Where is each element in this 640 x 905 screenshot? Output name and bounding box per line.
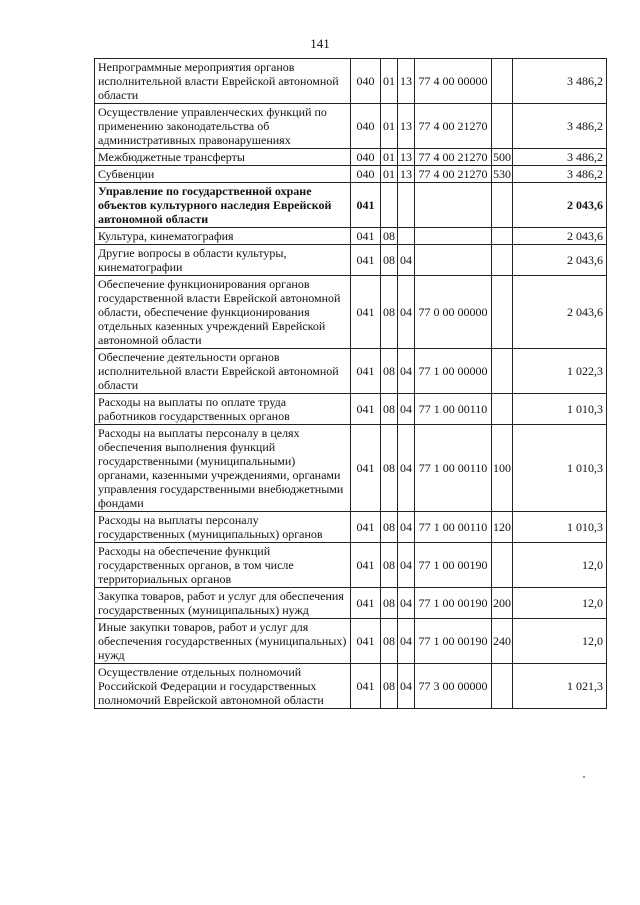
row-section-code: 08 (381, 588, 398, 619)
row-target-article-code: 77 4 00 21270 (415, 149, 492, 166)
row-subsection-code (398, 183, 415, 228)
row-expense-type-code (492, 349, 513, 394)
row-target-article-code: 77 3 00 00000 (415, 664, 492, 709)
row-ved-code: 040 (351, 104, 381, 149)
row-amount: 2 043,6 (513, 228, 607, 245)
row-target-article-code: 77 1 00 00110 (415, 512, 492, 543)
row-amount: 2 043,6 (513, 245, 607, 276)
row-section-code: 08 (381, 619, 398, 664)
row-amount: 2 043,6 (513, 183, 607, 228)
table-row (95, 619, 607, 664)
row-expense-type-code (492, 543, 513, 588)
row-section-code: 08 (381, 664, 398, 709)
row-subsection-code: 04 (398, 543, 415, 588)
table-row (95, 59, 607, 104)
page-number: 141 (310, 36, 330, 51)
row-subsection-code: 04 (398, 664, 415, 709)
row-subsection-code: 04 (398, 425, 415, 512)
row-name: Расходы на выплаты персоналу в целях обеспечения выполнения функций государственными (муниципальными) органами, казенными учреждениями, органами управления государственными внебюджетными фондами (95, 425, 351, 512)
row-subsection-code: 13 (398, 149, 415, 166)
row-expense-type-code (492, 183, 513, 228)
row-section-code: 08 (381, 425, 398, 512)
table-row (95, 664, 607, 709)
row-ved-code: 041 (351, 512, 381, 543)
row-expense-type-code (492, 104, 513, 149)
table-row (95, 394, 607, 425)
row-section-code: 08 (381, 245, 398, 276)
row-expense-type-code: 120 (492, 512, 513, 543)
row-amount: 12,0 (513, 619, 607, 664)
row-target-article-code: 77 1 00 00110 (415, 425, 492, 512)
row-section-code: 08 (381, 349, 398, 394)
table-row (95, 512, 607, 543)
row-target-article-code: 77 4 00 21270 (415, 166, 492, 183)
row-subsection-code: 04 (398, 276, 415, 349)
row-ved-code: 041 (351, 543, 381, 588)
table-row (95, 276, 607, 349)
table-row (95, 104, 607, 149)
row-ved-code: 040 (351, 166, 381, 183)
row-subsection-code: 04 (398, 245, 415, 276)
row-section-code: 08 (381, 512, 398, 543)
row-name: Обеспечение функционирования органов государственной власти Еврейской автономной области, обеспечение функционирования отдельных казенных учреждений Еврейской автономной области (95, 276, 351, 349)
row-ved-code: 041 (351, 588, 381, 619)
row-amount: 1 021,3 (513, 664, 607, 709)
row-expense-type-code: 530 (493, 167, 511, 181)
row-name: Закупка товаров, работ и услуг для обеспечения государственных (муниципальных) нужд (95, 588, 351, 619)
row-expense-type-code (492, 276, 513, 349)
row-amount: 1 010,3 (513, 394, 607, 425)
row-amount: 12,0 (513, 543, 607, 588)
table-row (95, 183, 607, 228)
row-subsection-code: 04 (398, 588, 415, 619)
row-target-article-code (415, 228, 492, 245)
row-amount: 3 486,2 (513, 166, 607, 183)
row-name: Межбюджетные трансферты (95, 149, 351, 166)
row-expense-type-code (492, 59, 513, 104)
row-ved-code: 041 (351, 183, 381, 228)
row-name: Осуществление отдельных полномочий Российской Федерации и государственных полномочий Еврейской автономной области (95, 664, 351, 709)
row-target-article-code: 77 4 00 00000 (415, 59, 492, 104)
table-row (95, 588, 607, 619)
row-name: Иные закупки товаров, работ и услуг для обеспечения государственных (муниципальных) нужд (95, 619, 351, 664)
row-ved-code: 040 (351, 149, 381, 166)
row-section-code: 08 (381, 543, 398, 588)
row-section-code: 01 (381, 59, 398, 104)
table-row (95, 425, 607, 512)
table-row (95, 543, 607, 588)
table-row (95, 166, 607, 183)
row-name: Другие вопросы в области культуры, кинематографии (95, 245, 351, 276)
row-target-article-code: 77 1 00 00190 (415, 619, 492, 664)
row-ved-code: 041 (351, 619, 381, 664)
row-expense-type-code: 200 (492, 588, 513, 619)
row-target-article-code: 77 1 00 00110 (415, 394, 492, 425)
row-name: Управление по государственной охране объектов культурного наследия Еврейской автономной области (95, 183, 351, 228)
row-ved-code: 041 (351, 245, 381, 276)
row-section-code: 01 (381, 149, 398, 166)
row-target-article-code: 77 0 00 00000 (415, 276, 492, 349)
row-ved-code: 041 (351, 425, 381, 512)
scan-mark (583, 776, 585, 778)
row-name: Расходы на выплаты персоналу государственных (муниципальных) органов (95, 512, 351, 543)
row-ved-code: 041 (351, 664, 381, 709)
row-section-code: 08 (381, 394, 398, 425)
row-expense-type-code (492, 245, 513, 276)
row-subsection-code: 04 (398, 619, 415, 664)
row-amount: 1 022,3 (513, 349, 607, 394)
table-row (95, 228, 607, 245)
row-expense-type-code: 240 (492, 619, 513, 664)
row-target-article-code: 77 1 00 00190 (415, 543, 492, 588)
row-name: Культура, кинематография (95, 228, 351, 245)
row-amount: 2 043,6 (513, 276, 607, 349)
row-expense-type-code (492, 394, 513, 425)
row-subsection-code: 04 (398, 394, 415, 425)
row-ved-code: 041 (351, 228, 381, 245)
row-subsection-code: 04 (398, 512, 415, 543)
row-expense-type-code (492, 664, 513, 709)
row-amount: 3 486,2 (513, 59, 607, 104)
row-expense-type-code (492, 228, 513, 245)
table-row (95, 349, 607, 394)
row-expense-type-code: 100 (492, 425, 513, 512)
row-name: Осуществление управленческих функций по применению законодательства об административных правонарушениях (95, 104, 351, 149)
row-ved-code: 041 (351, 349, 381, 394)
row-name: Обеспечение деятельности органов исполнительной власти Еврейской автономной области (95, 349, 351, 394)
row-target-article-code (415, 183, 492, 228)
row-section-code: 08 (381, 228, 398, 245)
row-name: Расходы на выплаты по оплате труда работников государственных органов (95, 394, 351, 425)
row-subsection-code: 04 (398, 349, 415, 394)
row-amount: 3 486,2 (513, 104, 607, 149)
row-ved-code: 041 (351, 394, 381, 425)
row-amount: 1 010,3 (513, 425, 607, 512)
row-expense-type-code: 500 (493, 150, 511, 164)
row-subsection-code (398, 228, 415, 245)
row-target-article-code: 77 1 00 00000 (415, 349, 492, 394)
row-subsection-code: 13 (398, 59, 415, 104)
row-target-article-code (415, 245, 492, 276)
row-amount: 3 486,2 (513, 149, 607, 166)
row-subsection-code: 13 (398, 104, 415, 149)
row-ved-code: 041 (351, 276, 381, 349)
row-name: Субвенции (95, 166, 351, 183)
table-row (95, 149, 607, 166)
row-section-code (381, 183, 398, 228)
row-section-code: 01 (381, 166, 398, 183)
row-name: Непрограммные мероприятия органов исполнительной власти Еврейской автономной области (95, 59, 351, 104)
row-target-article-code: 77 4 00 21270 (415, 104, 492, 149)
row-section-code: 01 (381, 104, 398, 149)
row-target-article-code: 77 1 00 00190 (415, 588, 492, 619)
row-amount: 12,0 (513, 588, 607, 619)
table-row (95, 245, 607, 276)
row-name: Расходы на обеспечение функций государственных органов, в том числе территориальных органов (95, 543, 351, 588)
row-section-code: 08 (381, 276, 398, 349)
row-amount: 1 010,3 (513, 512, 607, 543)
row-ved-code: 040 (351, 59, 381, 104)
row-subsection-code: 13 (398, 166, 415, 183)
budget-table (94, 58, 607, 709)
